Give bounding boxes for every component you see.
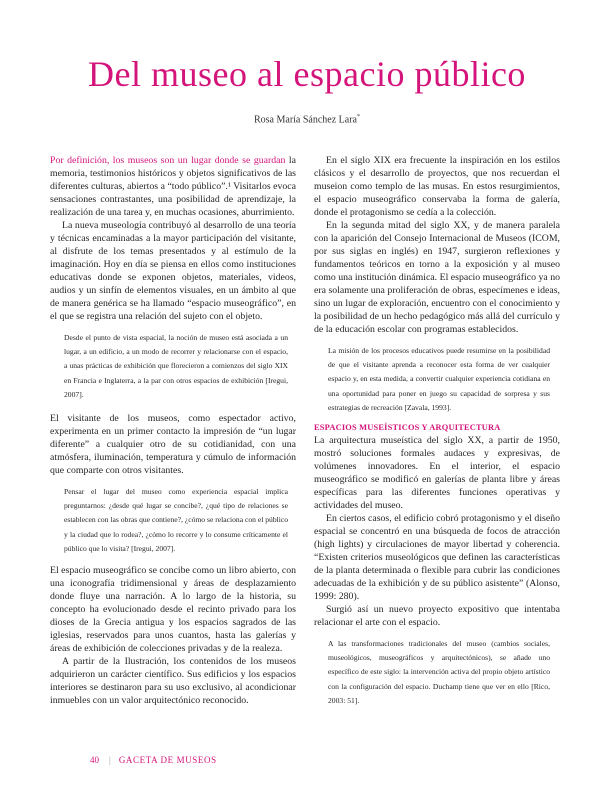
left-quote-1: Desde el punto de vista espacial, la noción de museo está asociada a un lugar, a un edificio, a un modo de recorrer y relacionarse con el espacio, a unas prácticas de exhibición que florecieron a comienzos del siglo XIX en Francia e Inglaterra, a la par con otros espacios de exhibición [Iregui, 2007].: [64, 333, 288, 399]
left-paragraph-2: La nueva museología contribuyó al desarrollo de una teoría y técnicas encaminadas a la mayor participación del visitante, al disfrute de los temas presentados y al estímulo de la imaginación. Hoy en día se piensa en ellos como instituciones educativas donde se exponen objetos, materiales, videos, audios y un sinfín de elementos visuales, en un ámbito al que de manera genérica se ha llamado “espacio museográfico”, en el que se registra una relación del sujeto con el objeto.: [50, 220, 296, 322]
section-heading: ESPACIOS MUSEÍSTICOS Y ARQUITECTURA: [314, 423, 501, 433]
magazine-name: GACETA DE MUSEOS: [118, 755, 217, 765]
right-paragraph-5: Surgió así un nuevo proyecto expositivo que intentaba relacionar el arte con el espacio.: [314, 604, 560, 629]
left-paragraph-4: El espacio museográfico se concibe como un libro abierto, con una iconografía tridimensional y áreas de desplazamiento donde fluye una narración. A lo largo de la historia, su concepto ha evolucionado desde el recinto privado para los dioses de la Grecia antigua y los espacios sagrados de las iglesias, reservados para unos cuantos, hasta las galerías y áreas de exhibición de colecciones privadas y de la realeza.: [50, 565, 296, 655]
right-paragraph-1: En el siglo XIX era frecuente la inspiración en los estilos clásicos y el desarrollo de proyectos, que nos recuerdan el museion como templo de las musas. En estos resurgimientos, el espacio museográfico conservaba la forma de galería, donde el protagonismo se cedía a la colección.: [314, 155, 560, 218]
left-column: [50, 154, 296, 707]
footer-separator: |: [109, 755, 111, 765]
lead-in: Por definición, los museos son un lugar donde se guardan: [50, 155, 286, 166]
right-paragraph-3: La arquitectura museística del siglo XX, a partir de 1950, mostró soluciones formales audaces y expresivas, de volúmenes innovadores. En el interior, el espacio museográfico se modificó en galerías de planta libre y áreas específicas para las diferentes funciones operativas y actividades del museo.: [314, 435, 560, 512]
left-paragraph-3: El visitante de los museos, como espectador activo, experimenta en un primer contacto la impresión de “un lugar diferente” a cualquier otro de su cotidianidad, con una atmósfera, iluminación, temperatura y cúmulo de información que comparte con otros visitantes.: [50, 413, 296, 477]
right-paragraph-2: En la segunda mitad del siglo XX, y de manera paralela con la aparición del Consejo Internacional de Museos (ICOM, por sus siglas en inglés) en 1947, surgieron reflexiones y fundamentos teóricos en torno a la exposición y al museo como una institución dinámica. El espacio museográfico ya no era solamente una proliferación de obras, especímenes e ideas, sino un lugar de exploración, encuentro con el conocimiento y la posibilidad de un hecho pedagógico más allá del currículo y de la educación escolar con programas establecidos.: [314, 220, 560, 335]
left-paragraph-1: [50, 154, 296, 219]
right-quote-2: A las transformaciones tradicionales del museo (cambios sociales, museológicos, museográficos y arquitectónicos), se añade uno específico de este siglo: la intervención activa del propio objeto artístico con la configuración del espacio. Duchamp tiene que ver en ello [Rico, 2003: 51].: [328, 639, 550, 705]
left-quote-2: Pensar el lugar del museo como experiencia espacial implica preguntarnos: ¿desde qué lugar se concibe?, ¿qué tipo de relaciones se establecen con las obras que contiene?, ¿cómo se relaciona con el público y la ciudad que lo rodea?, ¿cómo lo recorre y lo consume críticamente el público que lo visita? [Iregui, 2007].: [64, 487, 288, 553]
author-name: Rosa María Sánchez Lara: [253, 114, 357, 126]
article-title: Del museo al espacio público: [88, 54, 526, 94]
right-paragraph-4: En ciertos casos, el edificio cobró protagonismo y el diseño espacial se concentró en una búsqueda de focos de atracción (high lights) y circulaciones de mayor libertad y coherencia. “Existen criterios museológicos que definen las características de la planta determinada o flexible para cubrir las condiciones adecuadas de la exhibición y de su público asistente” (Alonso, 1999: 280).: [314, 513, 560, 603]
right-column: [314, 154, 560, 708]
page-footer: [90, 754, 217, 766]
page-number: 40: [90, 755, 99, 765]
author-footnote-mark: *: [357, 114, 360, 120]
right-quote-1: La misión de los procesos educativos puede resumirse en la posibilidad de que el visitante aprenda a reconocer esta forma de ver cualquier espacio y, en esta medida, a convertir cualquier experiencia cotidiana en una oportunidad para poner en juego su capacidad de sorpresa y sus estrategias de recreación [Zavala, 1993].: [328, 346, 550, 412]
left-paragraph-1-text: la memoria, testimonios históricos y objetos significativos de las diferentes culturas, abiertos a “todo público”.¹ Visitarlos evoca sensaciones contrastantes, una posibilidad de aprendizaje, la realización de una tarea y, en muchas ocasiones, aburrimiento.: [50, 155, 296, 218]
author-line: [0, 111, 614, 126]
left-paragraph-5: A partir de la Ilustración, los contenidos de los museos adquirieron un carácter científico. Sus edificios y los espacios interiores se destinaron para su uso exclusivo, al acondicionar inmuebles con un valor arquitectónico reconocido.: [50, 656, 296, 707]
